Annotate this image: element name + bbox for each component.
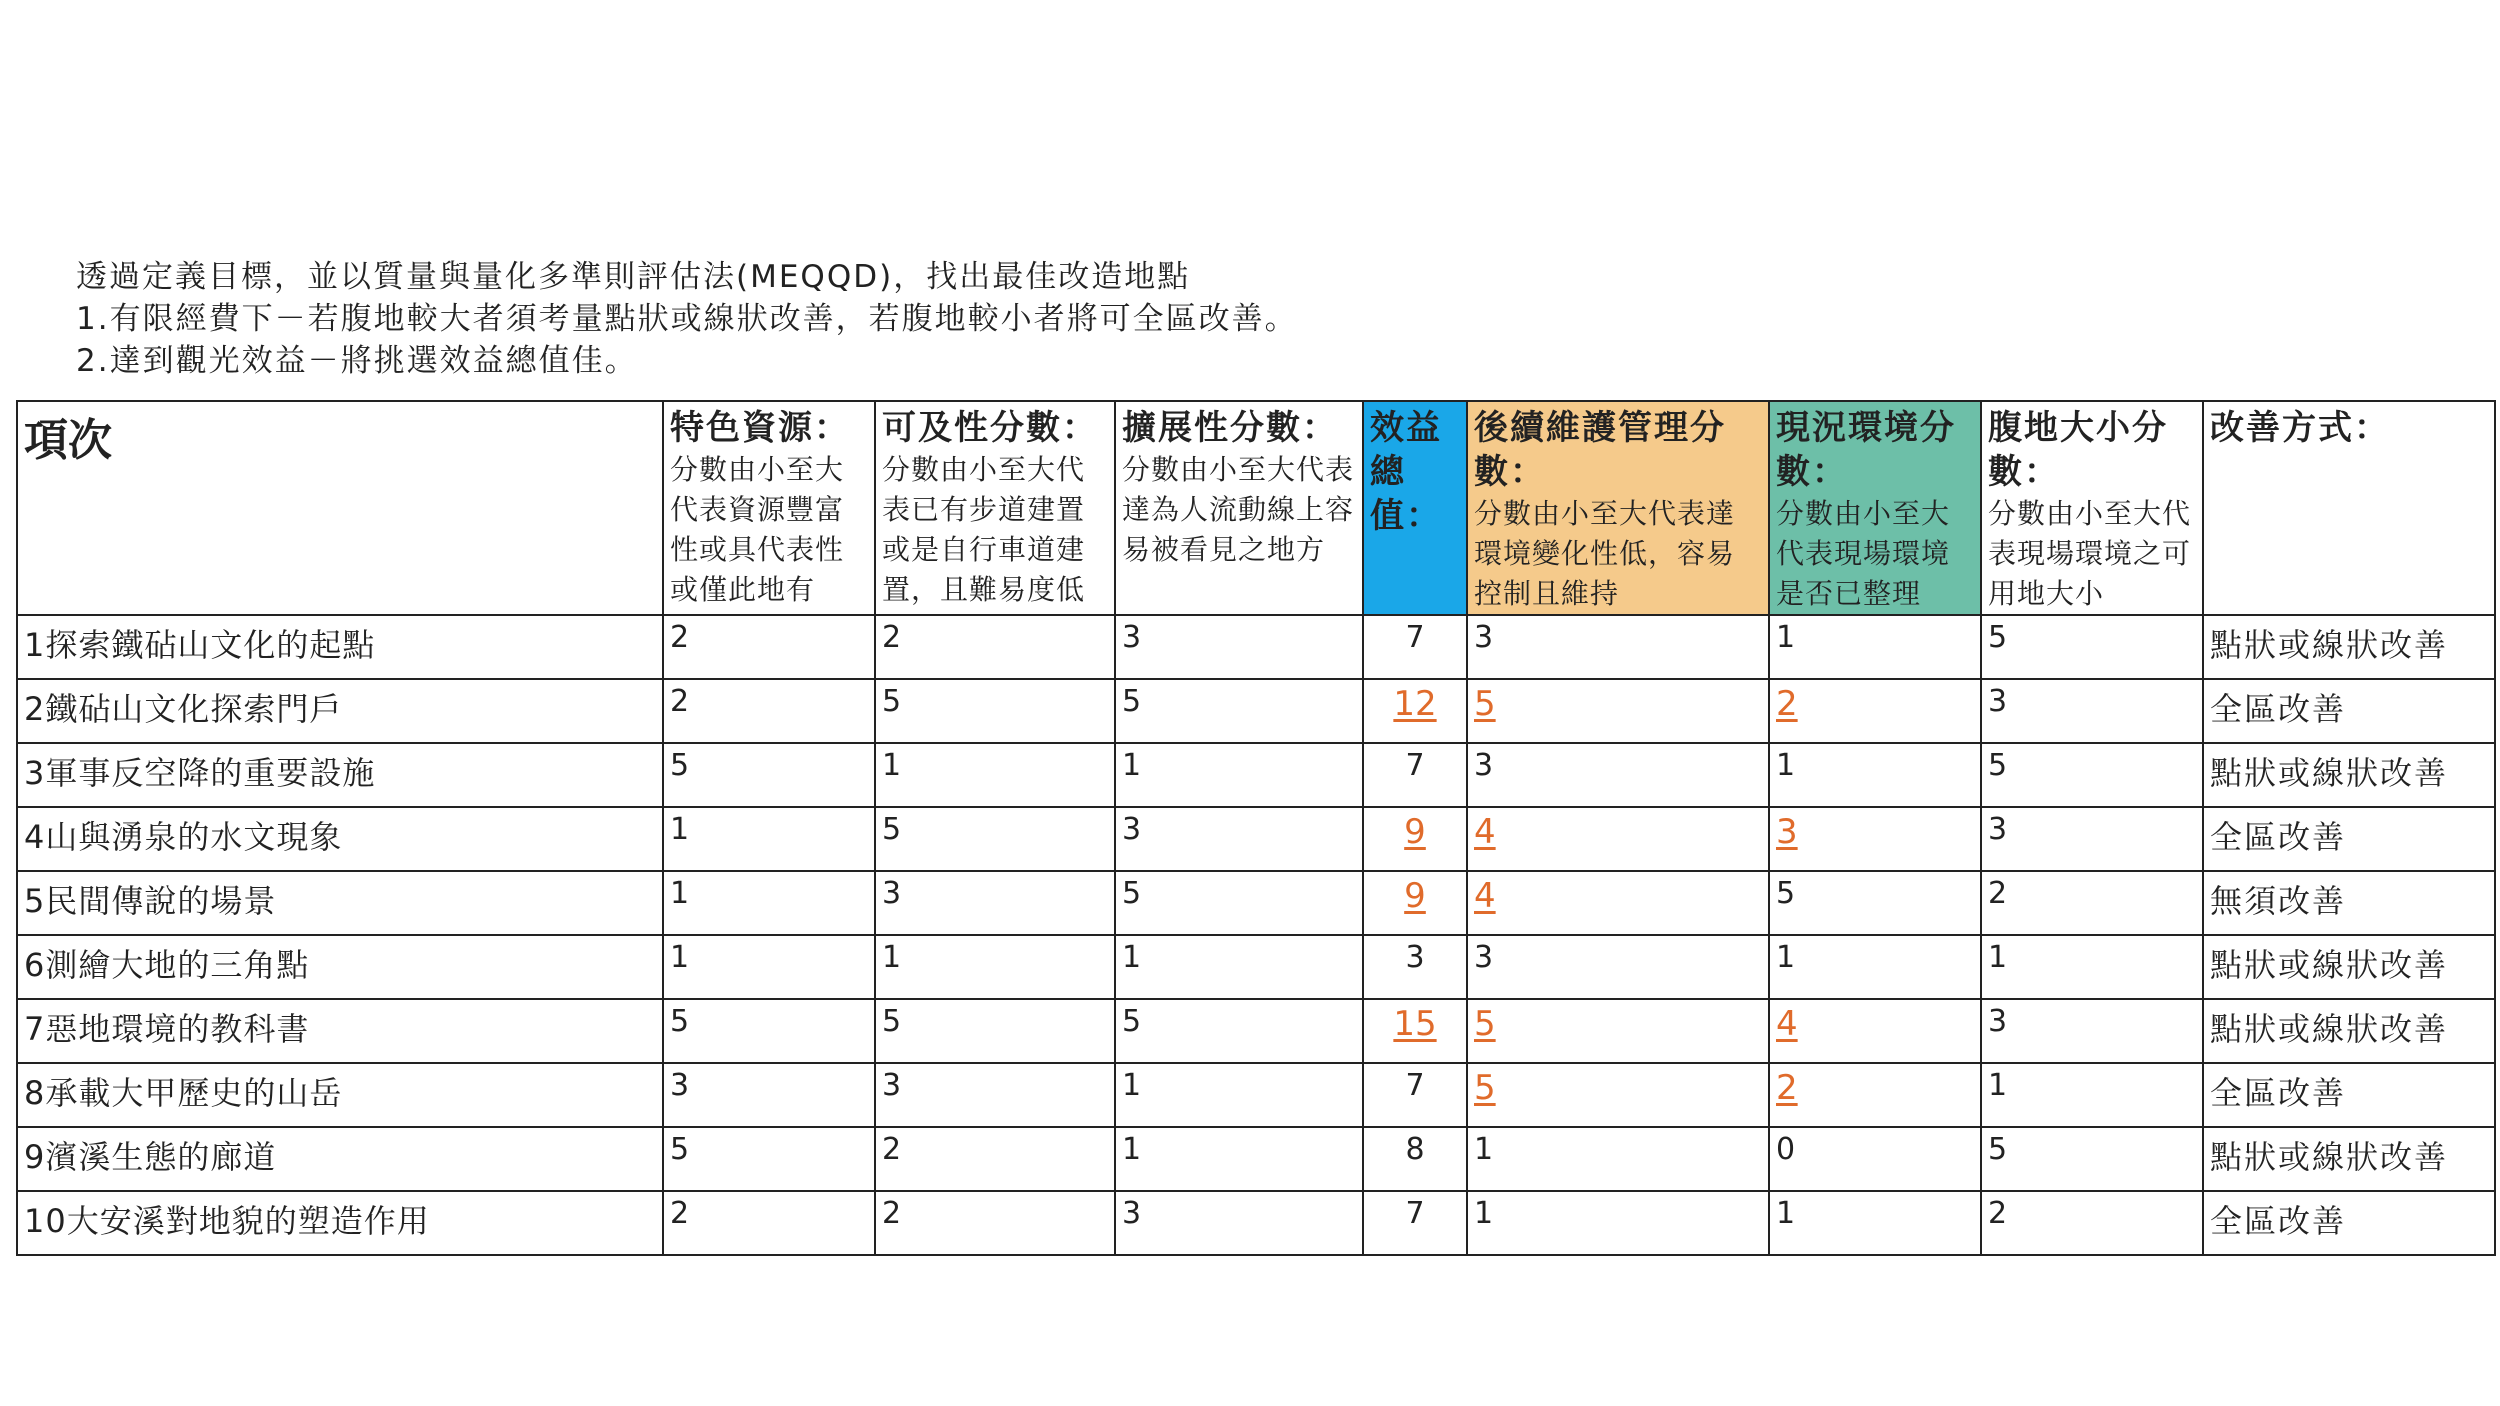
header-expand — [1115, 401, 1363, 615]
header-feature — [663, 401, 875, 615]
cell-expand-value: 1 — [1122, 1068, 1142, 1103]
cell-access — [875, 1127, 1115, 1191]
cell-maintain — [1467, 871, 1769, 935]
header-feature-title: 特色資源： — [670, 408, 850, 448]
header-method — [2203, 401, 2495, 615]
cell-env — [1769, 615, 1981, 679]
cell-item-value: 8承載大甲歷史的山岳 — [24, 1074, 343, 1112]
cell-land — [1981, 935, 2203, 999]
cell-feature-value: 2 — [670, 684, 690, 719]
cell-method-value: 點狀或線狀改善 — [2210, 1138, 2449, 1176]
cell-expand-value: 1 — [1122, 748, 1142, 783]
cell-item — [17, 1191, 663, 1255]
cell-feature — [663, 999, 875, 1063]
cell-item — [17, 871, 663, 935]
cell-env-value: 1 — [1776, 940, 1796, 975]
cell-maintain — [1467, 807, 1769, 871]
cell-env — [1769, 1191, 1981, 1255]
header-maintain-desc: 分數由小至大代表達環境變化性低，容易控制且維持 — [1474, 497, 1736, 610]
cell-access-value: 5 — [882, 684, 902, 719]
table-row — [17, 1127, 2495, 1191]
cell-expand-value: 3 — [1122, 1196, 1142, 1231]
header-access-title: 可及性分數： — [882, 408, 1098, 448]
cell-method — [2203, 1191, 2495, 1255]
cell-expand-value: 3 — [1122, 812, 1142, 847]
header-feature-desc: 分數由小至大代表資源豐富性或具代表性或僅此地有 — [670, 453, 845, 606]
cell-total — [1363, 679, 1467, 743]
cell-total — [1363, 999, 1467, 1063]
cell-total-value: 7 — [1405, 748, 1425, 783]
cell-expand — [1115, 1127, 1363, 1191]
header-access-desc: 分數由小至大代表已有步道建置或是自行車道建置，且難易度低 — [882, 453, 1086, 606]
cell-total-value: 3 — [1405, 940, 1425, 975]
header-expand-title: 擴展性分數： — [1122, 408, 1338, 448]
header-expand-desc: 分數由小至大代表達為人流動線上容易被看見之地方 — [1122, 453, 1355, 566]
cell-land-value: 3 — [1988, 1004, 2008, 1039]
cell-feature — [663, 679, 875, 743]
cell-env — [1769, 1127, 1981, 1191]
header-access — [875, 401, 1115, 615]
cell-feature — [663, 871, 875, 935]
cell-method — [2203, 615, 2495, 679]
cell-land-value: 3 — [1988, 812, 2008, 847]
cell-method-value: 全區改善 — [2210, 818, 2347, 856]
cell-env — [1769, 935, 1981, 999]
cell-land — [1981, 999, 2203, 1063]
cell-feature-value: 1 — [670, 940, 690, 975]
cell-maintain — [1467, 743, 1769, 807]
cell-access — [875, 999, 1115, 1063]
cell-access-value: 3 — [882, 1068, 902, 1103]
cell-access-value: 1 — [882, 748, 902, 783]
cell-feature-value: 3 — [670, 1068, 690, 1103]
cell-feature-value: 5 — [670, 748, 690, 783]
cell-item-value: 6測繪大地的三角點 — [24, 946, 310, 984]
cell-land — [1981, 1127, 2203, 1191]
cell-maintain-value: 4 — [1474, 876, 1496, 916]
header-total — [1363, 401, 1467, 615]
header-maintain — [1467, 401, 1769, 615]
cell-total — [1363, 615, 1467, 679]
cell-expand — [1115, 807, 1363, 871]
cell-maintain — [1467, 615, 1769, 679]
cell-env-value: 2 — [1776, 684, 1798, 724]
cell-expand-value: 5 — [1122, 876, 1142, 911]
cell-total-value: 7 — [1405, 1068, 1425, 1103]
cell-method — [2203, 935, 2495, 999]
cell-feature-value: 5 — [670, 1004, 690, 1039]
cell-access — [875, 807, 1115, 871]
cell-maintain — [1467, 1063, 1769, 1127]
cell-access — [875, 1063, 1115, 1127]
cell-expand-value: 1 — [1122, 940, 1142, 975]
cell-env — [1769, 807, 1981, 871]
cell-total — [1363, 807, 1467, 871]
intro-text — [76, 256, 1298, 382]
cell-item-value: 3軍事反空降的重要設施 — [24, 754, 376, 792]
cell-land — [1981, 1063, 2203, 1127]
intro-line-2: 1.有限經費下－若腹地較大者須考量點狀或線狀改善，若腹地較小者將可全區改善。 — [76, 301, 1298, 337]
cell-maintain-value: 5 — [1474, 1068, 1496, 1108]
cell-feature-value: 2 — [670, 1196, 690, 1231]
cell-method-value: 全區改善 — [2210, 690, 2347, 728]
cell-item — [17, 807, 663, 871]
cell-expand — [1115, 743, 1363, 807]
cell-feature — [663, 807, 875, 871]
cell-maintain-value: 5 — [1474, 1004, 1496, 1044]
cell-land-value: 5 — [1988, 748, 2008, 783]
cell-access-value: 2 — [882, 1196, 902, 1231]
cell-land-value: 5 — [1988, 620, 2008, 655]
cell-access — [875, 743, 1115, 807]
cell-method — [2203, 807, 2495, 871]
cell-land-value: 1 — [1988, 1068, 2008, 1103]
cell-total-value: 9 — [1404, 812, 1426, 852]
cell-env-value: 1 — [1776, 1196, 1796, 1231]
cell-item-value: 4山與湧泉的水文現象 — [24, 818, 343, 856]
cell-access-value: 5 — [882, 1004, 902, 1039]
cell-total — [1363, 1063, 1467, 1127]
cell-feature — [663, 935, 875, 999]
cell-method — [2203, 1127, 2495, 1191]
cell-item — [17, 1127, 663, 1191]
cell-land — [1981, 807, 2203, 871]
header-land — [1981, 401, 2203, 615]
cell-maintain-value: 3 — [1474, 620, 1494, 655]
cell-land — [1981, 743, 2203, 807]
cell-expand — [1115, 1191, 1363, 1255]
cell-maintain-value: 1 — [1474, 1196, 1494, 1231]
cell-land-value: 1 — [1988, 940, 2008, 975]
cell-item — [17, 743, 663, 807]
cell-method-value: 點狀或線狀改善 — [2210, 1010, 2449, 1048]
cell-feature — [663, 1127, 875, 1191]
cell-total-value: 7 — [1405, 1196, 1425, 1231]
cell-access — [875, 871, 1115, 935]
cell-maintain-value: 1 — [1474, 1132, 1494, 1167]
table-row — [17, 679, 2495, 743]
cell-access-value: 3 — [882, 876, 902, 911]
cell-total-value: 8 — [1405, 1132, 1425, 1167]
cell-expand-value: 5 — [1122, 1004, 1142, 1039]
cell-expand — [1115, 679, 1363, 743]
header-maintain-title: 後續維護管理分數： — [1474, 408, 1726, 492]
header-env — [1769, 401, 1981, 615]
cell-item-value: 7惡地環境的教科書 — [24, 1010, 310, 1048]
cell-feature — [663, 1063, 875, 1127]
cell-item — [17, 1063, 663, 1127]
cell-expand — [1115, 935, 1363, 999]
cell-env — [1769, 1063, 1981, 1127]
cell-method — [2203, 679, 2495, 743]
cell-env-value: 4 — [1776, 1004, 1798, 1044]
cell-expand — [1115, 871, 1363, 935]
cell-method-value: 點狀或線狀改善 — [2210, 754, 2449, 792]
header-total-title: 效益總值： — [1370, 408, 1442, 536]
cell-env-value: 5 — [1776, 876, 1796, 911]
cell-expand-value: 1 — [1122, 1132, 1142, 1167]
cell-method — [2203, 743, 2495, 807]
cell-item-value: 2鐵砧山文化探索門戶 — [24, 690, 343, 728]
cell-total — [1363, 1127, 1467, 1191]
cell-feature-value: 1 — [670, 812, 690, 847]
header-item — [17, 401, 663, 615]
cell-access — [875, 935, 1115, 999]
cell-expand-value: 3 — [1122, 620, 1142, 655]
cell-total — [1363, 871, 1467, 935]
intro-line-3: 2.達到觀光效益－將挑選效益總值佳。 — [76, 343, 638, 379]
cell-maintain-value: 5 — [1474, 684, 1496, 724]
cell-land-value: 5 — [1988, 1132, 2008, 1167]
cell-env — [1769, 871, 1981, 935]
cell-method — [2203, 999, 2495, 1063]
cell-maintain-value: 4 — [1474, 812, 1496, 852]
cell-method-value: 無須改善 — [2210, 882, 2347, 920]
header-row — [17, 401, 2495, 615]
cell-env — [1769, 743, 1981, 807]
cell-access-value: 2 — [882, 1132, 902, 1167]
table-row — [17, 871, 2495, 935]
cell-access-value: 1 — [882, 940, 902, 975]
table-row — [17, 615, 2495, 679]
cell-method-value: 全區改善 — [2210, 1074, 2347, 1112]
header-env-desc: 分數由小至大代表現場環境是否已整理 — [1776, 497, 1951, 610]
table-row — [17, 807, 2495, 871]
cell-total — [1363, 935, 1467, 999]
table-row — [17, 1191, 2495, 1255]
cell-maintain — [1467, 999, 1769, 1063]
cell-env — [1769, 999, 1981, 1063]
header-land-title: 腹地大小分數： — [1988, 408, 2168, 492]
cell-maintain — [1467, 1191, 1769, 1255]
table-row — [17, 935, 2495, 999]
cell-total-value: 12 — [1393, 684, 1437, 724]
cell-total-value: 9 — [1404, 876, 1426, 916]
cell-method — [2203, 1063, 2495, 1127]
cell-maintain-value: 3 — [1474, 748, 1494, 783]
cell-maintain-value: 3 — [1474, 940, 1494, 975]
cell-item — [17, 615, 663, 679]
table-row — [17, 743, 2495, 807]
table-row — [17, 999, 2495, 1063]
cell-item-value: 9濱溪生態的廊道 — [24, 1138, 277, 1176]
cell-env-value: 0 — [1776, 1132, 1796, 1167]
cell-feature-value: 5 — [670, 1132, 690, 1167]
cell-env-value: 3 — [1776, 812, 1798, 852]
table-row — [17, 1063, 2495, 1127]
header-method-title: 改善方式： — [2210, 408, 2390, 448]
cell-item-value: 5民間傳說的場景 — [24, 882, 277, 920]
cell-env — [1769, 679, 1981, 743]
cell-land — [1981, 1191, 2203, 1255]
cell-item — [17, 679, 663, 743]
header-land-desc: 分數由小至大代表現場環境之可用地大小 — [1988, 497, 2192, 610]
cell-maintain — [1467, 935, 1769, 999]
cell-land-value: 2 — [1988, 876, 2008, 911]
cell-access-value: 2 — [882, 620, 902, 655]
cell-total-value: 7 — [1405, 620, 1425, 655]
cell-env-value: 1 — [1776, 620, 1796, 655]
cell-access-value: 5 — [882, 812, 902, 847]
cell-item — [17, 999, 663, 1063]
cell-expand — [1115, 615, 1363, 679]
cell-total-value: 15 — [1393, 1004, 1437, 1044]
cell-feature — [663, 1191, 875, 1255]
cell-method-value: 全區改善 — [2210, 1202, 2347, 1240]
cell-maintain — [1467, 679, 1769, 743]
evaluation-table — [16, 400, 2496, 1256]
cell-land-value: 2 — [1988, 1196, 2008, 1231]
cell-item-value: 1探索鐵砧山文化的起點 — [24, 626, 376, 664]
cell-method-value: 點狀或線狀改善 — [2210, 946, 2449, 984]
cell-total — [1363, 1191, 1467, 1255]
cell-feature — [663, 743, 875, 807]
cell-maintain — [1467, 1127, 1769, 1191]
cell-feature-value: 1 — [670, 876, 690, 911]
cell-env-value: 1 — [1776, 748, 1796, 783]
cell-expand — [1115, 1063, 1363, 1127]
cell-expand — [1115, 999, 1363, 1063]
cell-method — [2203, 871, 2495, 935]
cell-access — [875, 1191, 1115, 1255]
cell-item-value: 10大安溪對地貌的塑造作用 — [24, 1202, 430, 1240]
cell-env-value: 2 — [1776, 1068, 1798, 1108]
header-item-title: 項次 — [24, 415, 112, 466]
cell-land — [1981, 679, 2203, 743]
cell-feature — [663, 615, 875, 679]
intro-line-1: 透過定義目標，並以質量與量化多準則評估法(MEQQD)，找出最佳改造地點 — [76, 259, 1191, 295]
cell-access — [875, 679, 1115, 743]
cell-land — [1981, 615, 2203, 679]
cell-item — [17, 935, 663, 999]
cell-method-value: 點狀或線狀改善 — [2210, 626, 2449, 664]
cell-total — [1363, 743, 1467, 807]
cell-land — [1981, 871, 2203, 935]
cell-expand-value: 5 — [1122, 684, 1142, 719]
header-env-title: 現況環境分數： — [1776, 408, 1956, 492]
cell-feature-value: 2 — [670, 620, 690, 655]
cell-access — [875, 615, 1115, 679]
cell-land-value: 3 — [1988, 684, 2008, 719]
